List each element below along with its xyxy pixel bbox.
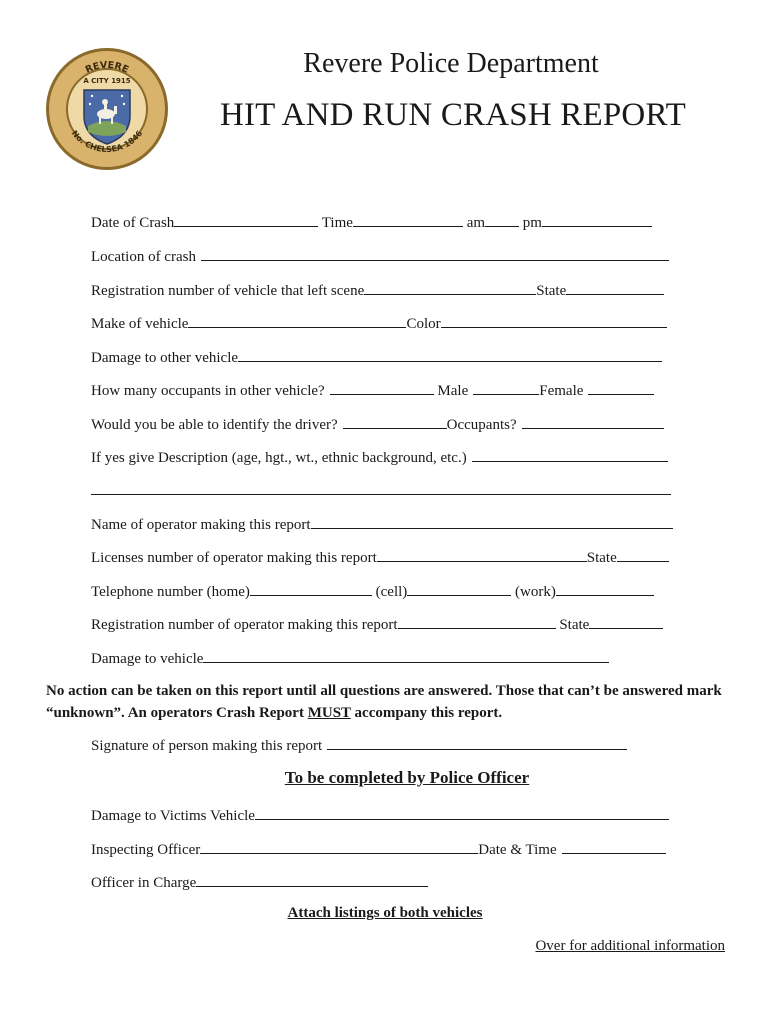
label-time: Time xyxy=(321,215,353,231)
operator-name-field[interactable] xyxy=(311,514,673,529)
description-field[interactable] xyxy=(472,447,668,462)
occupants-field[interactable] xyxy=(522,414,664,429)
label-signature: Signature of person making this report xyxy=(91,738,323,754)
label-damage-vehicle: Damage to vehicle xyxy=(91,651,204,667)
label-officer-in-charge: Officer in Charge xyxy=(91,875,197,891)
damage-vehicle-field[interactable] xyxy=(203,648,609,663)
label-pm: pm xyxy=(522,215,542,231)
police-section-heading: To be completed by Police Officer xyxy=(284,768,530,787)
label-state-2: State xyxy=(586,550,617,566)
label-license-number: Licenses number of operator making this report xyxy=(91,550,377,566)
label-color: Color xyxy=(406,316,441,332)
location-field[interactable] xyxy=(201,246,669,261)
label-telephone-home: Telephone number (home) xyxy=(91,584,250,600)
state-field-1[interactable] xyxy=(566,280,664,295)
label-date-time: Date & Time xyxy=(478,842,557,858)
occupants-other-field[interactable] xyxy=(330,380,434,395)
label-occupants-other: How many occupants in other vehicle? xyxy=(91,383,325,399)
inspecting-officer-field[interactable] xyxy=(200,839,478,854)
over-additional-info: Over for additional information xyxy=(535,938,725,954)
row-damage-other xyxy=(91,347,662,369)
row-occupants-other xyxy=(91,380,654,402)
license-number-field[interactable] xyxy=(377,547,587,562)
row-operator-name xyxy=(91,514,673,536)
label-state: State xyxy=(536,283,567,299)
color-field[interactable] xyxy=(441,313,667,328)
label-operator-registration: Registration number of operator making this report xyxy=(91,617,398,633)
make-field[interactable] xyxy=(188,313,406,328)
label-female: Female xyxy=(539,383,584,399)
label-location: Location of crash xyxy=(91,249,196,265)
row-inspecting-officer xyxy=(91,839,666,861)
operator-registration-field[interactable] xyxy=(398,614,556,629)
row-damage-vehicle xyxy=(91,648,609,670)
description-continuation-line[interactable] xyxy=(91,494,671,495)
row-operator-registration xyxy=(91,614,663,636)
label-identify-driver: Would you be able to identify the driver? xyxy=(91,417,338,433)
label-inspecting-officer: Inspecting Officer xyxy=(91,842,201,858)
damage-other-field[interactable] xyxy=(238,347,662,362)
attach-listings-note: Attach listings of both vehicles xyxy=(287,905,483,921)
telephone-home-field[interactable] xyxy=(250,581,372,596)
registration-left-scene-field[interactable] xyxy=(364,280,536,295)
row-signature xyxy=(91,735,627,757)
row-damage-victim xyxy=(91,805,669,827)
cell-field[interactable] xyxy=(407,581,511,596)
row-officer-in-charge xyxy=(91,872,428,894)
label-operator-name: Name of operator making this report xyxy=(91,517,311,533)
label-cell: (cell) xyxy=(375,584,408,600)
row-telephone xyxy=(91,581,654,603)
label-make: Make of vehicle xyxy=(91,316,189,332)
row-license-number xyxy=(91,547,669,569)
label-registration-left-scene: Registration number of vehicle that left scene xyxy=(91,283,365,299)
male-field[interactable] xyxy=(473,380,539,395)
label-state-3: State xyxy=(559,617,590,633)
row-make-color xyxy=(91,313,667,335)
label-work: (work) xyxy=(515,584,556,600)
label-damage-victim: Damage to Victims Vehicle xyxy=(91,808,255,824)
pm-field[interactable] xyxy=(542,212,652,227)
label-occupants: Occupants? xyxy=(446,417,517,433)
label-am: am xyxy=(466,215,486,231)
notice-must: MUST xyxy=(307,705,351,721)
state-field-2[interactable] xyxy=(617,547,669,562)
date-time-field[interactable] xyxy=(562,839,666,854)
row-description xyxy=(91,447,668,469)
seal-text-bottom: No. CHELSEA 1846 xyxy=(69,128,145,155)
row-location xyxy=(91,246,669,268)
label-description: If yes give Description (age, hgt., wt., ethnic background, etc.) xyxy=(91,450,467,466)
state-field-3[interactable] xyxy=(589,614,663,629)
damage-victim-field[interactable] xyxy=(255,805,669,820)
signature-field[interactable] xyxy=(327,735,627,750)
time-field[interactable] xyxy=(353,212,463,227)
work-field[interactable] xyxy=(556,581,654,596)
page-title: HIT AND RUN CRASH REPORT xyxy=(219,97,687,133)
row-identify-driver xyxy=(91,414,664,436)
officer-in-charge-field[interactable] xyxy=(196,872,428,887)
row-date-time xyxy=(91,212,652,234)
label-date-of-crash: Date of Crash xyxy=(91,215,175,231)
seal-text-inner: A CITY 1915 xyxy=(83,77,131,85)
seal-text-top: REVERE xyxy=(83,59,131,76)
notice-text: No action can be taken on this report until all questions are answered. Those that can’t be answered mark “unknown”. An operators Crash Report MUST accompany this report. xyxy=(46,683,722,721)
date-of-crash-field[interactable] xyxy=(174,212,318,227)
female-field[interactable] xyxy=(588,380,654,395)
label-damage-other: Damage to other vehicle xyxy=(91,350,239,366)
identify-driver-field[interactable] xyxy=(343,414,447,429)
label-male: Male xyxy=(437,383,469,399)
am-field[interactable] xyxy=(485,212,519,227)
row-registration-left-scene xyxy=(91,280,664,302)
department-name: Revere Police Department xyxy=(303,48,599,79)
